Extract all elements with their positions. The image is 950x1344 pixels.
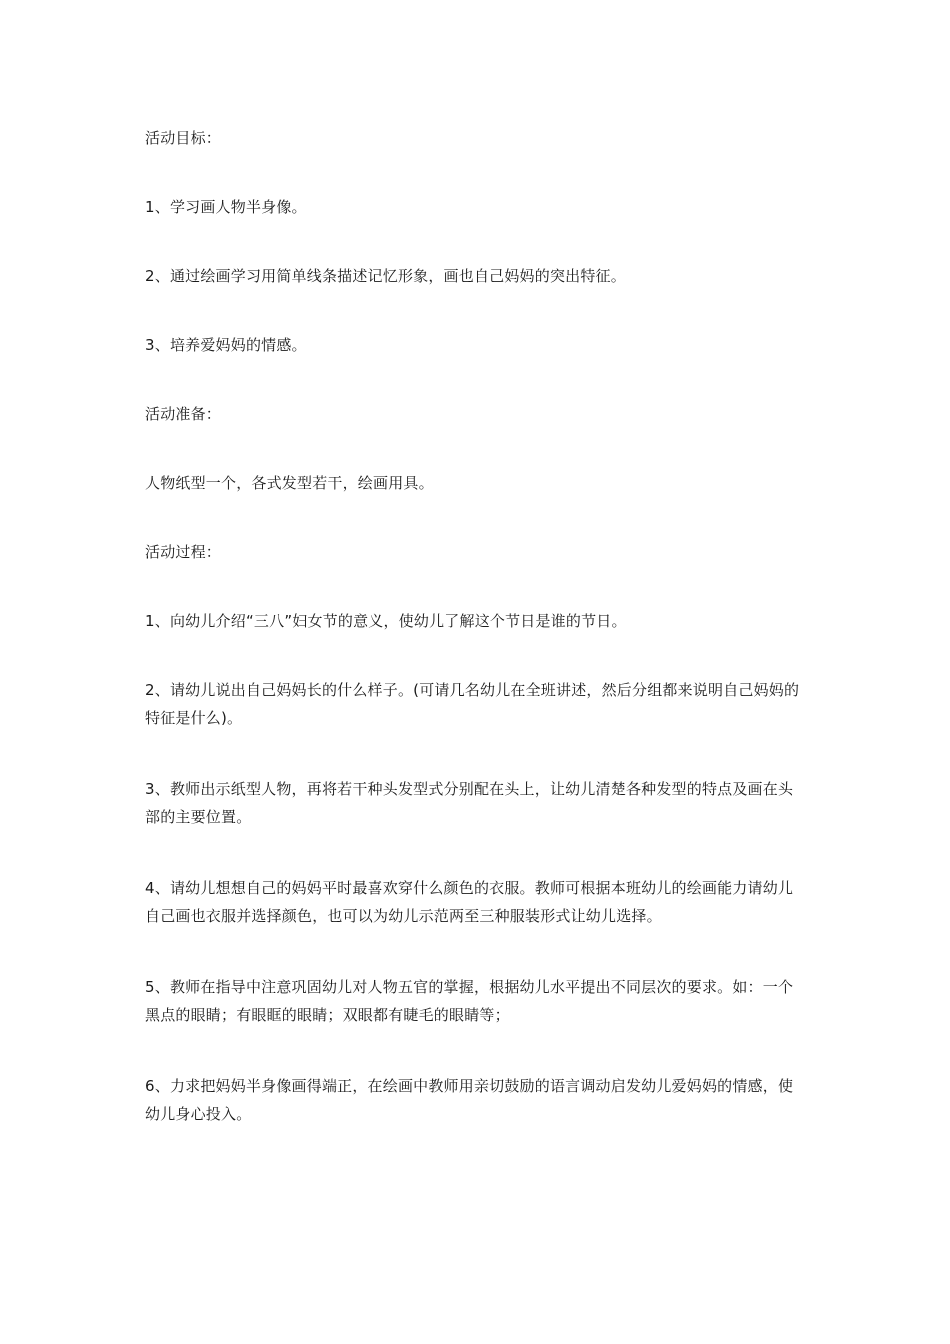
process-step-6: 6、力求把妈妈半身像画得端正，在绘画中教师用亲切鼓励的语言调动启发幼儿爱妈妈的情感，使幼儿身心投入。 [145,1077,794,1123]
goal-item-2: 2、通过绘画学习用简单线条描述记忆形象，画也自己妈妈的突出特征。 [145,267,626,285]
process-step-5: 5、教师在指导中注意巩固幼儿对人物五官的掌握，根据幼儿水平提出不同层次的要求。如：一个黑点的眼睛；有眼眶的眼睛；双眼都有睫毛的眼睛等； [145,978,794,1024]
process-step-4: 4、请幼儿想想自己的妈妈平时最喜欢穿什么颜色的衣服。教师可根据本班幼儿的绘画能力请幼儿自己画也衣服并选择颜色，也可以为幼儿示范两至三种服装形式让幼儿选择。 [145,879,794,925]
goal-item-3: 3、培养爱妈妈的情感。 [145,336,307,354]
section-heading-goals: 活动目标： [145,129,222,147]
process-step-3: 3、教师出示纸型人物，再将若干种头发型式分别配在头上，让幼儿清楚各种发型的特点及画在头部的主要位置。 [145,780,794,826]
preparation-text: 人物纸型一个，各式发型若干，绘画用具。 [145,474,434,492]
document-body [145,124,805,1171]
section-heading-preparation: 活动准备： [145,405,222,423]
process-step-2: 2、请幼儿说出自己妈妈长的什么样子。(可请几名幼儿在全班讲述，然后分组都来说明自己妈妈的特征是什么)。 [145,681,800,727]
section-heading-process: 活动过程： [145,543,222,561]
goal-item-1: 1、学习画人物半身像。 [145,198,307,216]
process-step-1: 1、向幼儿介绍“三八”妇女节的意义，使幼儿了解这个节日是谁的节日。 [145,612,627,630]
